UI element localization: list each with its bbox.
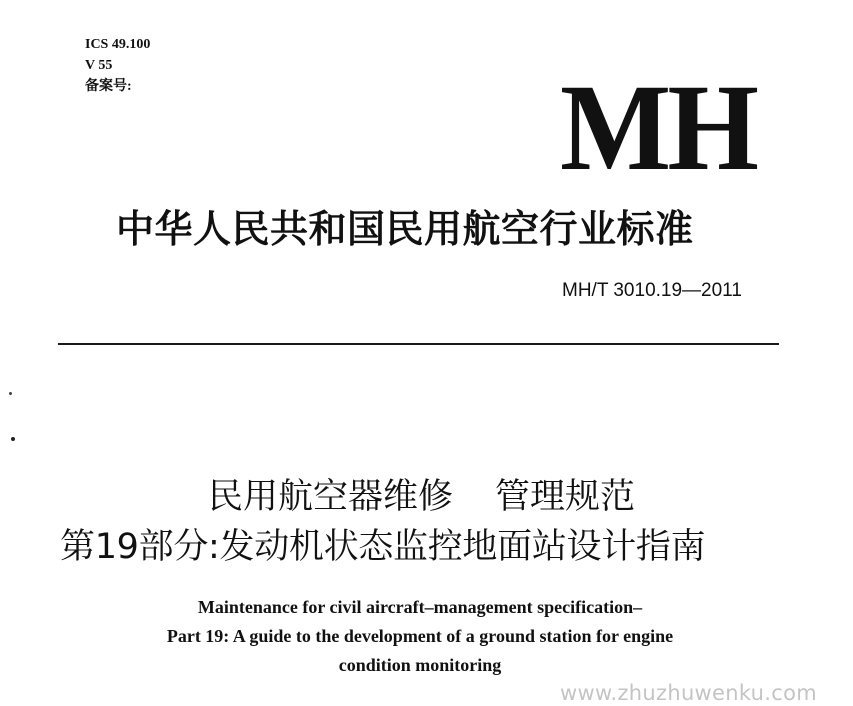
mh-logo: MH — [560, 59, 756, 196]
ics-code: ICS 49.100 — [85, 37, 151, 52]
standard-number: MH/T 3010.19—2011 — [562, 280, 742, 301]
english-title-line-3: condition monitoring — [338, 655, 502, 675]
chinese-title-part-a: 民用航空器维修 — [208, 477, 454, 517]
metadata-block — [85, 34, 150, 97]
english-title — [100, 593, 740, 680]
english-title-line-1: Maintenance for civil aircraft–management specification– — [197, 597, 643, 617]
organization-title: 中华人民共和国民用航空行业标准 — [116, 207, 694, 251]
scan-speck — [9, 392, 12, 395]
chinese-title-line-1 — [208, 475, 635, 519]
chinese-title-part-b: 管理规范 — [495, 477, 636, 517]
classification-code: V 55 — [85, 58, 113, 73]
scan-speck — [11, 437, 15, 441]
filing-number-label: 备案号: — [85, 79, 132, 94]
chinese-title-line-2: 第19部分:发动机状态监控地面站设计指南 — [60, 527, 706, 567]
header-divider — [58, 343, 779, 345]
watermark-url: www.zhuzhuwenku.com — [560, 681, 818, 705]
english-title-line-2: Part 19: A guide to the development of a ground station for engine — [166, 626, 674, 646]
